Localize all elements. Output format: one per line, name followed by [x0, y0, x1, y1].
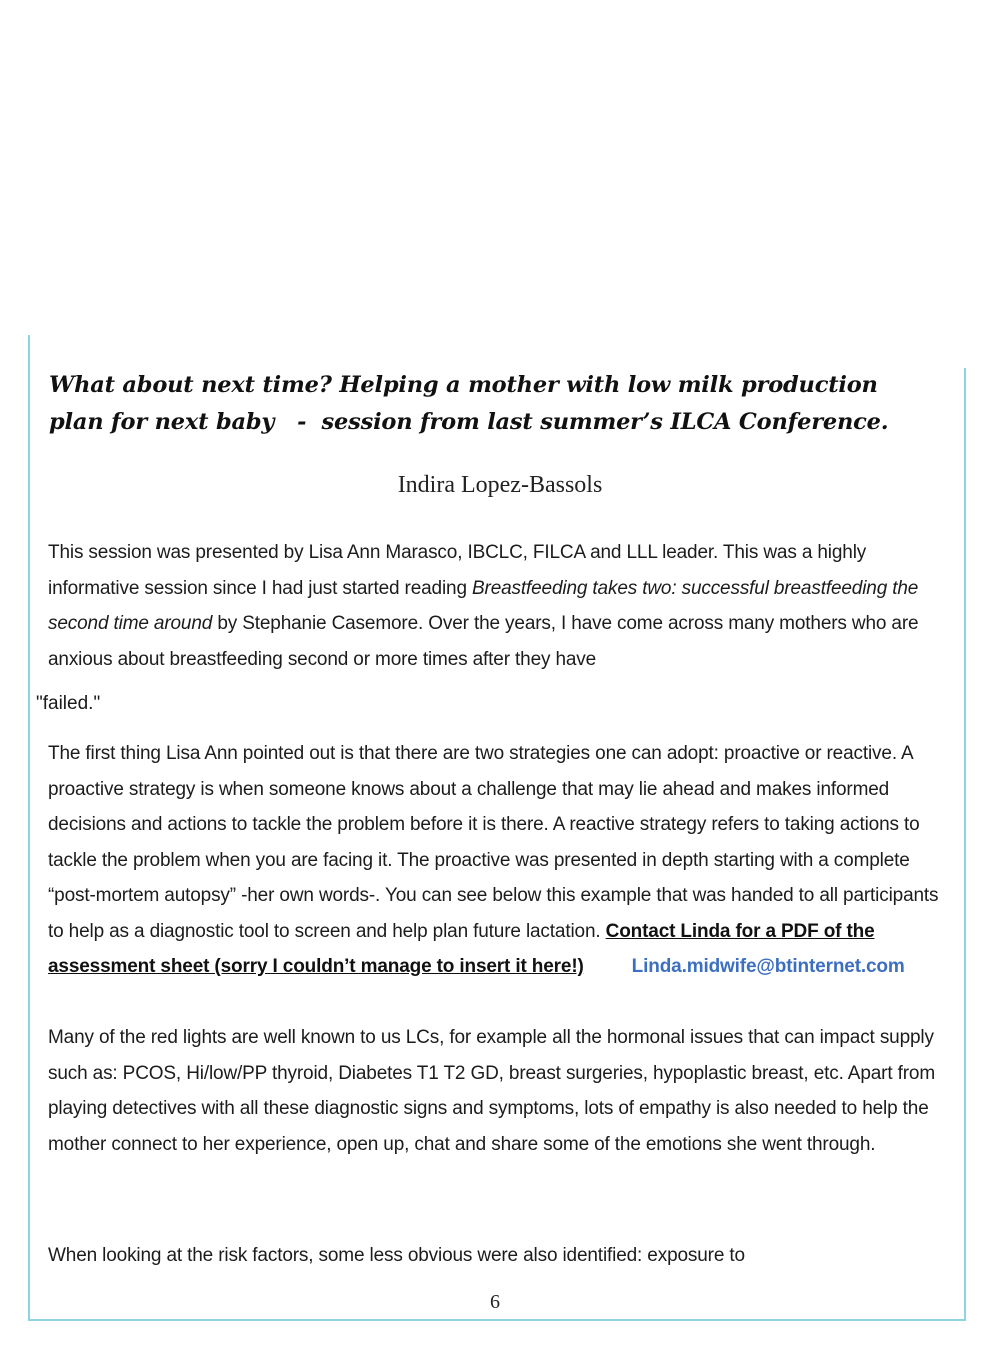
paragraph-risk-factors: When looking at the risk factors, some less obvious were also identified: exposure to	[48, 1245, 745, 1266]
paragraph-intro-text-a: This session was presented by Lisa Ann Marasco, IBCLC, FILCA and LLL leader. This was a highly informative session since I had just started reading	[48, 542, 867, 599]
article-title-line1: What about next time? Helping a mother with low milk production	[49, 372, 878, 398]
article-title-line2: plan for next baby - session from last summer’s ILCA Conference.	[49, 409, 889, 435]
page-border-right	[964, 368, 966, 1321]
page-number: 6	[490, 1291, 500, 1313]
paragraph-intro	[48, 535, 953, 677]
paragraph-red-lights: Many of the red lights are well known to us LCs, for example all the hormonal issues that can impact supply such as: PCOS, Hi/low/PP thyroid, Diabetes T1 T2 GD, breast surgeries, hypoplastic breast, etc. Apart from playing detectives with all these diagnostic signs and symptoms, lots of empathy is also needed to help the mother connect to her experience, open up, chat and share some of the emotions she went through.	[48, 1027, 935, 1155]
page-border-bottom	[28, 1319, 966, 1321]
contact-note: Contact Linda for a PDF of the assessment sheet (sorry I couldn’t manage to insert it here!)	[48, 920, 875, 977]
paragraph-intro-last-line: "failed."	[36, 693, 101, 714]
paragraph-intro-text-b: by Stephanie Casemore. Over the years, I have come across many mothers who are anxious about breastfeeding second or more times after they have	[48, 613, 919, 670]
paragraph-strategies-text: The first thing Lisa Ann pointed out is that there are two strategies one can adopt: proactive or reactive. A proactive strategy is when someone knows about a challenge that may lie ahead and makes informed decisions and actions to tackle the problem before it is there. A reactive strategy refers to taking actions to tackle the problem when you are facing it. The proactive was presented in depth starting with a complete “post-mortem autopsy” -her own words-. You can see below this example that was handed to all participants to help as a diagnostic tool to screen and help plan future lactation.	[48, 743, 939, 942]
article-title	[49, 367, 949, 441]
book-title: Breastfeeding takes two: successful breastfeeding the second time around	[48, 577, 919, 634]
article-author: Indira Lopez-Bassols	[397, 472, 603, 498]
email-link[interactable]: Linda.midwife@btinternet.com	[631, 956, 905, 977]
paragraph-strategies	[48, 736, 953, 985]
